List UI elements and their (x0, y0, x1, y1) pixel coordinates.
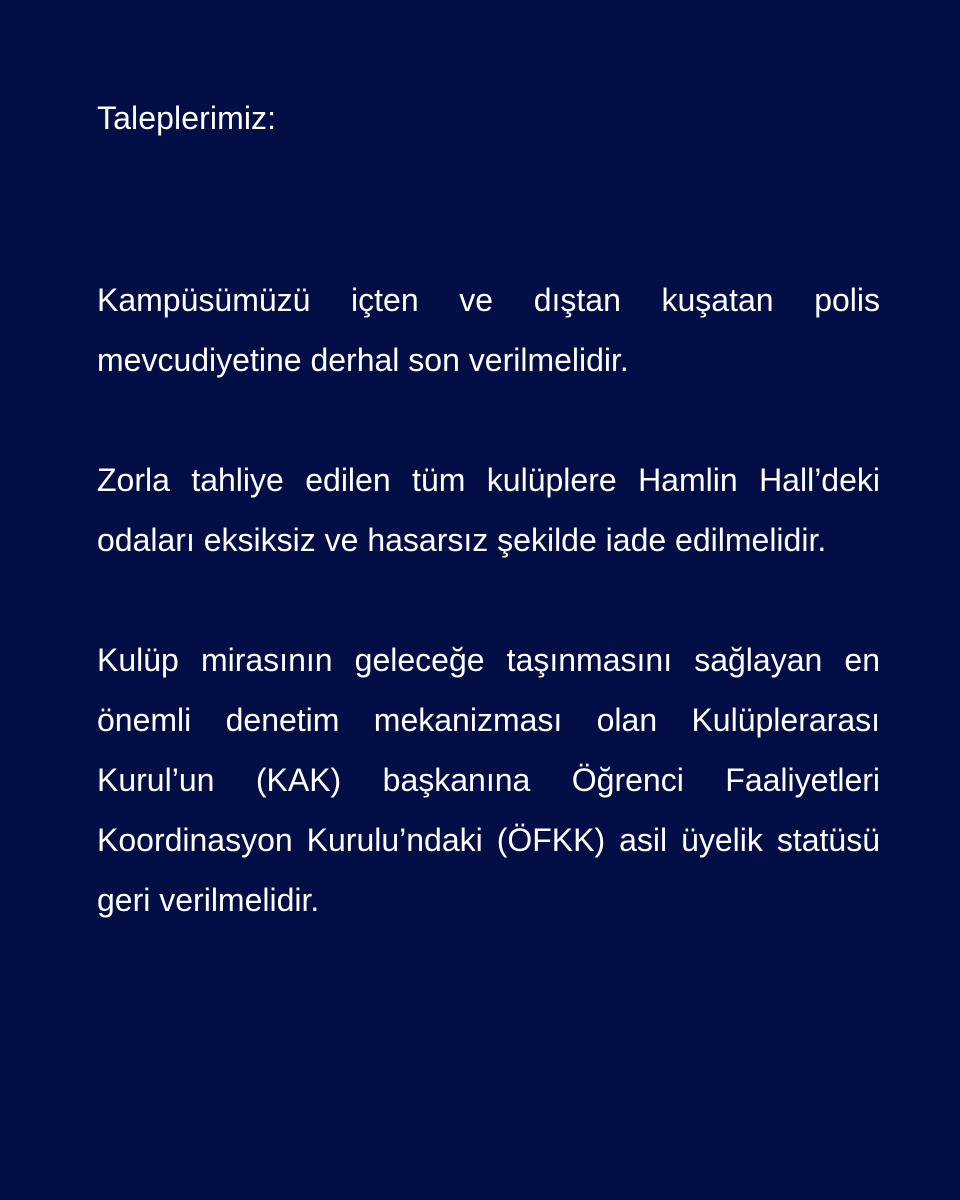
demand-paragraph-police: Kampüsümüzü içten ve dıştan kuşatan polis mevcudiyetine derhal son verilmelidir. (97, 282, 880, 378)
demand-paragraph-council-membership: Kulüp mirasının geleceğe taşınmasını sağlayan en önemli denetim mekanizması olan Kulüplerarası Kurul’un (KAK) başkanına Öğrenci Faaliyetleri Koordinasyon Kurulu’ndaki (ÖFKK) asil üyelik statüsü geri verilmelidir. (97, 642, 880, 918)
demand-paragraph-club-rooms: Zorla tahliye edilen tüm kulüplere Hamlin Hall’deki odaları eksiksiz ve hasarsız şekilde iade edilmelidir. (97, 462, 880, 558)
demands-list (97, 270, 880, 990)
demands-heading: Taleplerimiz: (97, 100, 277, 136)
